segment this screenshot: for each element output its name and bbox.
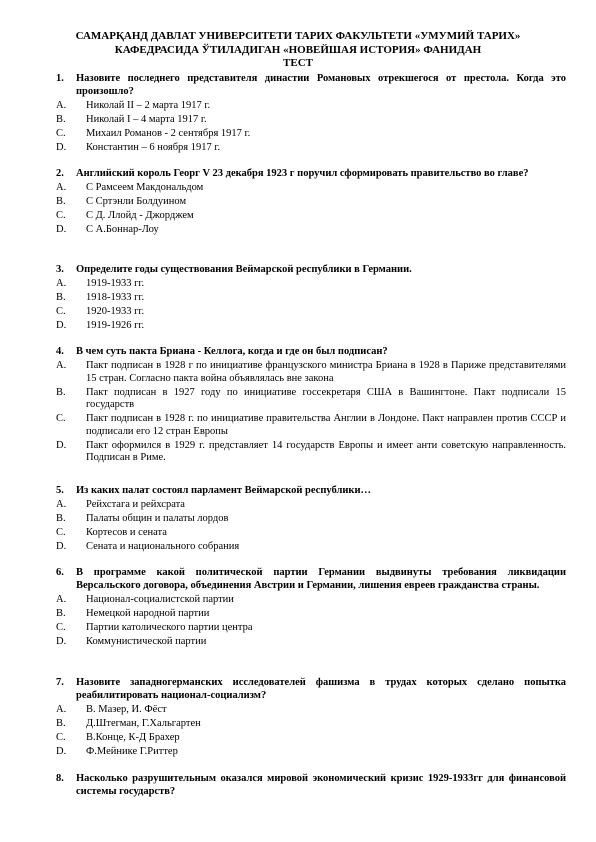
document-header	[0, 30, 596, 71]
question-text: Назовите последнего представителя династии Романовых отрекшегося от престола. Когда это произошло?	[76, 73, 566, 97]
option-letter: A.	[56, 182, 67, 193]
question-text: Насколько разрушительным оказался мировой экономический кризис 1929-1933гг для финансовой системы государств?	[76, 773, 566, 797]
option-letter: C.	[56, 621, 66, 633]
option-c	[56, 413, 566, 438]
option-letter: C.	[56, 731, 66, 743]
option-d	[56, 142, 566, 155]
option-text: Пакт подписан в 1928 г по инициативе французского министра Бриана в 1928 в Париже представителями 15 стран. Согласно пакта война объявлялась вне закона	[86, 360, 566, 384]
option-letter: B.	[56, 386, 66, 398]
option-text: Национал-социалистской партии	[86, 593, 234, 605]
option-a	[56, 499, 566, 512]
header-line-2: КАФЕДРАСИДА ЎТИЛАДИГАН «НОВЕЙШАЯ ИСТОРИЯ» ФАНИДАН	[114, 43, 482, 56]
option-text: С Рамсеем Макдональдом	[86, 182, 204, 193]
question-text: В программе какой политической партии Германии выдвинуты требования ликвидации Версальского договора, объединения Австрии и Германии, лишения евреев гражданства страны.	[76, 567, 566, 591]
option-b	[56, 196, 566, 209]
question-number: 1.	[56, 73, 64, 84]
option-a	[56, 182, 566, 195]
question-number: 6.	[56, 567, 64, 578]
option-letter: D.	[56, 541, 67, 552]
option-c	[56, 732, 566, 745]
option-letter: A.	[56, 593, 67, 605]
option-letter: B.	[56, 196, 66, 207]
option-text: 1919-1933 гг.	[86, 278, 145, 289]
question-2	[56, 168, 566, 237]
option-b	[56, 608, 566, 621]
option-letter: D.	[56, 635, 67, 647]
option-text: В. Мазер, И. Фёст	[86, 703, 167, 715]
option-text: Коммунистической партии	[86, 635, 207, 647]
option-b	[56, 513, 566, 526]
option-letter: B.	[56, 513, 66, 524]
question-number: 2.	[56, 168, 64, 179]
question-number: 7.	[56, 677, 64, 688]
option-text: Немецкой народной партии	[86, 607, 210, 619]
header-line-1: САМАРҚАНД ДАВЛАТ УНИВЕРСИТЕТИ ТАРИХ ФАКУЛЬТЕТИ «УМУМИЙ ТАРИХ»	[75, 30, 521, 42]
option-text: 1920-1933 гг.	[86, 306, 145, 317]
question-text: Из каких палат состоял парламент Веймарской республики…	[76, 485, 372, 496]
option-letter: C.	[56, 306, 66, 317]
option-letter: B.	[56, 113, 66, 125]
option-letter: C.	[56, 210, 66, 221]
option-text: Палаты общин и палаты лордов	[86, 513, 229, 524]
question-text: Английский король Георг V 23 декабря 1923 г поручил сформировать правительство во главе?	[76, 168, 529, 179]
option-c	[56, 622, 566, 635]
option-c	[56, 306, 566, 319]
option-letter: D.	[56, 439, 67, 451]
option-text: Николай II – 2 марта 1917 г.	[86, 99, 211, 111]
option-a	[56, 360, 566, 385]
question-8	[56, 773, 566, 798]
option-b	[56, 387, 566, 412]
option-letter: A.	[56, 360, 67, 371]
option-c	[56, 527, 566, 540]
option-text: Константин – 6 ноября 1917 г.	[86, 141, 221, 153]
option-letter: D.	[56, 224, 67, 235]
option-text: Ф.Мейнике Г.Риттер	[86, 745, 178, 757]
option-d	[56, 440, 566, 465]
option-b	[56, 718, 566, 731]
option-c	[56, 128, 566, 141]
option-text: Михаил Романов - 2 сентября 1917 г.	[86, 127, 251, 139]
option-d	[56, 320, 566, 333]
header-title: ТЕСТ	[283, 57, 313, 69]
option-letter: D.	[56, 141, 67, 153]
option-text: Д.Штегман, Г.Хальгартен	[86, 717, 201, 729]
option-d	[56, 541, 566, 554]
option-text: С А.Боннар-Лоу	[86, 224, 159, 235]
option-text: Пакт подписан в 1927 году по инициативе госсекретаря США в Вашингтоне. Пакт подписали 15 государств	[86, 386, 566, 410]
option-b	[56, 114, 566, 127]
question-5	[56, 485, 566, 554]
option-letter: D.	[56, 320, 67, 331]
option-letter: C.	[56, 127, 66, 139]
option-a	[56, 100, 566, 113]
option-text: С Д. Ллойд - Джорджем	[86, 210, 194, 221]
option-a	[56, 278, 566, 291]
option-d	[56, 224, 566, 237]
question-number: 8.	[56, 773, 64, 784]
option-letter: A.	[56, 278, 67, 289]
option-text: С Сртэнли Болдуином	[86, 196, 187, 207]
option-text: Николай I – 4 марта 1917 г.	[86, 113, 207, 125]
option-c	[56, 210, 566, 223]
option-letter: D.	[56, 745, 67, 757]
option-letter: A.	[56, 99, 67, 111]
question-3	[56, 264, 566, 333]
option-letter: B.	[56, 717, 66, 729]
option-text: Рейхстага и рейхсрата	[86, 499, 185, 510]
option-text: Пакт оформился в 1929 г. представляет 14 государств Европы и имеет анти советскую направленность. Подписан в Риме.	[86, 439, 566, 463]
option-d	[56, 636, 566, 649]
question-number: 3.	[56, 264, 64, 275]
option-d	[56, 746, 566, 759]
question-1	[56, 73, 566, 154]
option-a	[56, 594, 566, 607]
option-text: В.Конце, К-Д Брахер	[86, 731, 180, 743]
option-letter: C.	[56, 413, 66, 424]
question-text: Назовите западногерманских исследователей фашизма в трудах которых сделано попытка реабилитировать национал-социализм?	[76, 677, 566, 701]
option-text: Партии католического партии центра	[86, 621, 253, 633]
option-b	[56, 292, 566, 305]
question-7	[56, 677, 566, 758]
option-text: Кортесов и сената	[86, 527, 167, 538]
question-text: Определите годы существования Веймарской республики в Германии.	[76, 264, 412, 275]
option-text: Сената и национального собрания	[86, 541, 240, 552]
option-a	[56, 704, 566, 717]
option-letter: A.	[56, 499, 67, 510]
question-6	[56, 567, 566, 648]
question-number: 5.	[56, 485, 64, 496]
option-letter: B.	[56, 292, 66, 303]
option-text: Пакт подписан в 1928 г. по инициативе правительства Англии в Лондоне. Пакт направлен против СССР и подписали его 12 стран Европы	[86, 413, 566, 437]
question-text: В чем суть пакта Бриана - Келлога, когда и где он был подписан?	[76, 346, 388, 357]
option-text: 1918-1933 гг.	[86, 292, 145, 303]
option-letter: A.	[56, 703, 67, 715]
question-4	[56, 346, 566, 465]
question-number: 4.	[56, 346, 64, 357]
option-letter: B.	[56, 607, 66, 619]
option-letter: C.	[56, 527, 66, 538]
option-text: 1919-1926 гг.	[86, 320, 145, 331]
